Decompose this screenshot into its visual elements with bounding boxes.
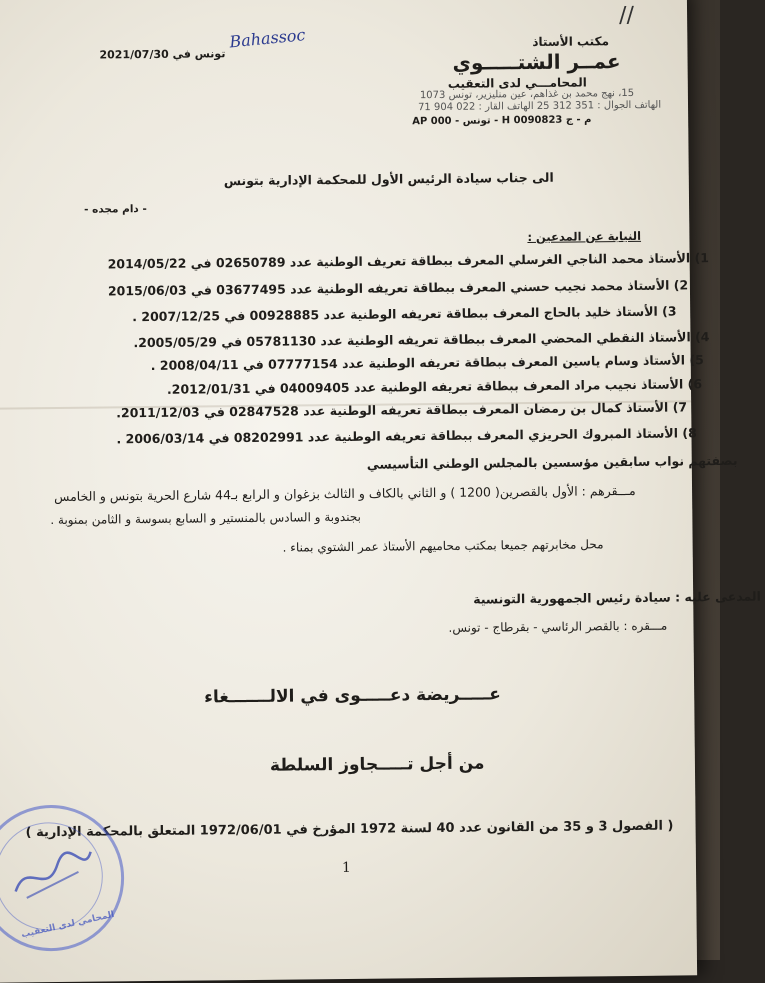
lawyer-stamp	[0, 795, 134, 961]
domicile-line: بجندوبة و السادس بالمنستير و السابع بسوسة و الثامن بمنوبة .	[50, 509, 361, 528]
letterhead-title: المحامـــي لدى التعقيب	[447, 75, 587, 91]
defendant-line: المدعى عليه : سيادة رئيس الجمهورية التونسية	[473, 588, 761, 607]
plaintiffs-heading: النيابة عن المدعين :	[527, 228, 642, 245]
plaintiff-item: 6) الأستاذ نجيب مراد المعرف ببطاقة تعريفه الوطنية عدد 04009405 في 2012/01/31.	[166, 376, 703, 397]
plaintiff-item: 2) الأستاذ محمد نجيب حسني المعرف ببطاقة تعريفه الوطنية عدد 03677495 في 2015/06/03	[107, 277, 689, 299]
letterhead-tax-id: م - ج 0090823 H - تونس - AP 000	[412, 114, 592, 128]
letterhead-name: عمــر الشتـــــوي	[452, 49, 621, 75]
plaintiff-item: 5) الأستاذ وسام ياسين المعرف ببطاقة تعريفه الوطنية عدد 07777154 في 2008/04/11 .	[150, 352, 704, 373]
letterhead-address: 15، نهج محمد بن غذاهم، عين منليزير، تونس 1073	[419, 87, 635, 102]
addressee-line: الى جناب سيادة الرئيس الأول للمحكمة الإدارية بتونس	[223, 169, 554, 189]
greeting-line: - دام مجده -	[84, 203, 147, 216]
letter-date: تونس في 2021/07/30	[99, 47, 226, 62]
capacity-line: بصفتهم نواب سابقين مؤسسين بالمجلس الوطني التأسيسي	[366, 452, 738, 472]
plaintiff-item: 4) الأستاذ النقطي المحضي المعرف ببطاقة تعريفه الوطنية عدد 05781130 في 2005/05/29.	[133, 329, 710, 351]
page-number: 1	[341, 859, 352, 877]
petition-subtitle: من أجل تـــــجاوز السلطة	[269, 753, 485, 776]
correspondence-line: محل مخابرتهم جميعا بمكتب محاميهم الأستاذ عمر الشتوي بمناء .	[282, 537, 604, 555]
petition-title: عـــــريضة دعـــــوى في الالـــــــغاء	[204, 684, 501, 708]
plaintiff-item: 7) الأستاذ كمال بن رمضان المعرف ببطاقة تعريفه الوطنية عدد 02847528 في 2011/12/03.	[116, 399, 688, 421]
plaintiff-item: 3) الأستاذ خليد بالحاج المعرف ببطاقة تعريفه الوطنية عدد 00928885 في 2007/12/25 .	[132, 303, 677, 325]
plaintiff-item: 8) الأستاذ المبروك الحريزي المعرف ببطاقة تعريفه الوطنية عدد 08202991 في 2006/03/14 .	[116, 425, 697, 447]
legal-reference: ( الفصول 3 و 35 من القانون عدد 40 لسنة 1972 المؤرخ في 1972/06/01 المتعلق بالمحكمة الإدارية )	[25, 818, 674, 841]
handwritten-note: Bahassoc	[228, 25, 307, 52]
corner-mark: //	[618, 2, 635, 29]
plaintiff-item: 1) الأستاذ محمد الناجي الغرسلي المعرف ببطاقة تعريف الوطنية عدد 02650789 في 2014/05/22	[107, 250, 710, 272]
stamp-text: المحامي لدى التعقيب	[20, 909, 116, 941]
letterhead-office: مكتب الأستاذ	[532, 34, 610, 49]
defendant-seat: مـــقره : بالقصر الرئاسي - بقرطاج - تونس.	[448, 618, 668, 635]
domicile-line: مـــقرهم : الأول بالقصرين( 1200 ) و الثاني بالكاف و الثالث بزغوان و الرابع بـ44 شارع الحرية بتونس و الخامس	[54, 482, 636, 505]
letterhead-phones: الهاتف الجوال : 351 312 25 الهاتف القار : 022 904 71	[417, 99, 662, 114]
